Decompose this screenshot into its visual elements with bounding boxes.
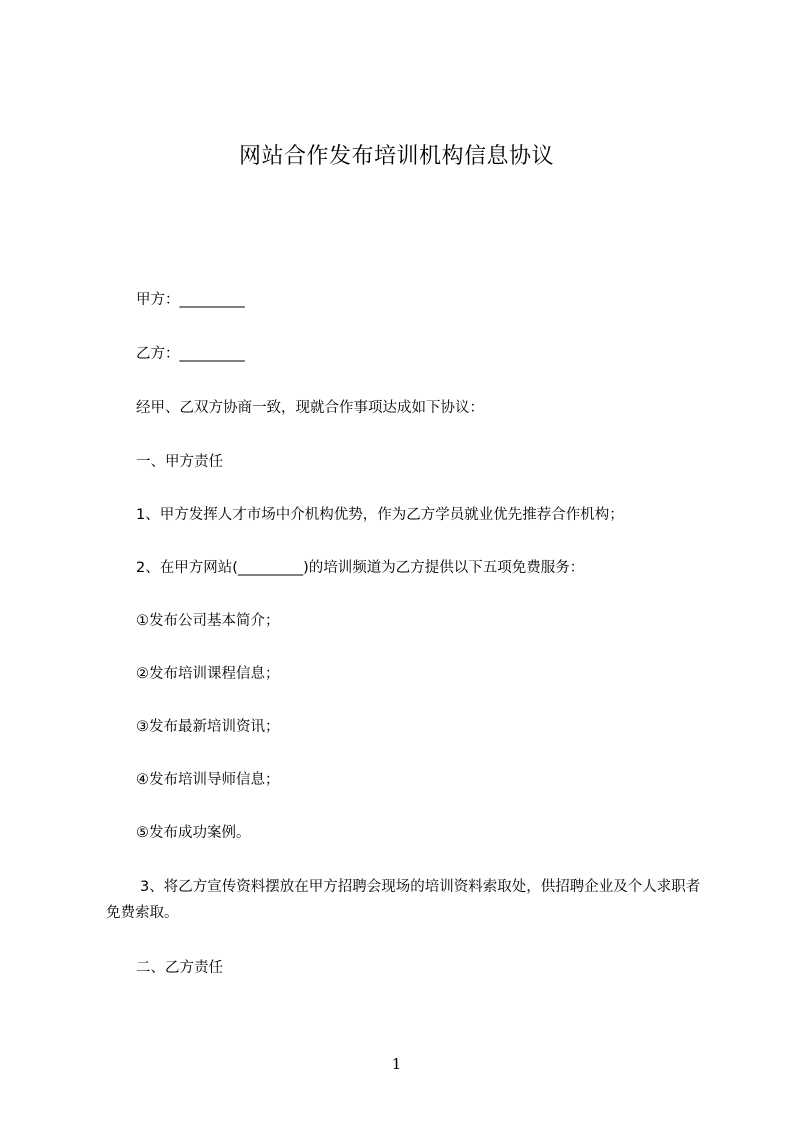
clause-1: 1、甲方发挥人才市场中介机构优势，作为乙方学员就业优先推荐合作机构； bbox=[136, 507, 624, 523]
party-b-line: 乙方：_________ bbox=[136, 346, 245, 362]
service-4: ④发布培训导师信息； bbox=[136, 772, 280, 788]
service-1: ①发布公司基本简介； bbox=[136, 613, 280, 629]
page-number: 1 bbox=[391, 1055, 402, 1073]
section-1-heading: 一、甲方责任 bbox=[136, 454, 223, 470]
clause-3: 3、将乙方宣传资料摆放在甲方招聘会现场的培训资料索取处，供招聘企业及个人求职者免费索取。 bbox=[106, 879, 701, 921]
service-5: ⑤发布成功案例。 bbox=[136, 825, 251, 841]
document-title: 网站合作发布培训机构信息协议 bbox=[238, 144, 554, 169]
intro-paragraph: 经甲、乙双方协商一致，现就合作事项达成如下协议： bbox=[136, 400, 484, 416]
clause-2: 2、在甲方网站(_________)的培训频道为乙方提供以下五项免费服务： bbox=[136, 560, 585, 576]
service-2: ②发布培训课程信息； bbox=[136, 666, 280, 682]
section-2-heading: 二、乙方责任 bbox=[136, 960, 223, 976]
service-3: ③发布最新培训资讯； bbox=[136, 719, 280, 735]
party-a-line: 甲方：_________ bbox=[136, 292, 245, 308]
